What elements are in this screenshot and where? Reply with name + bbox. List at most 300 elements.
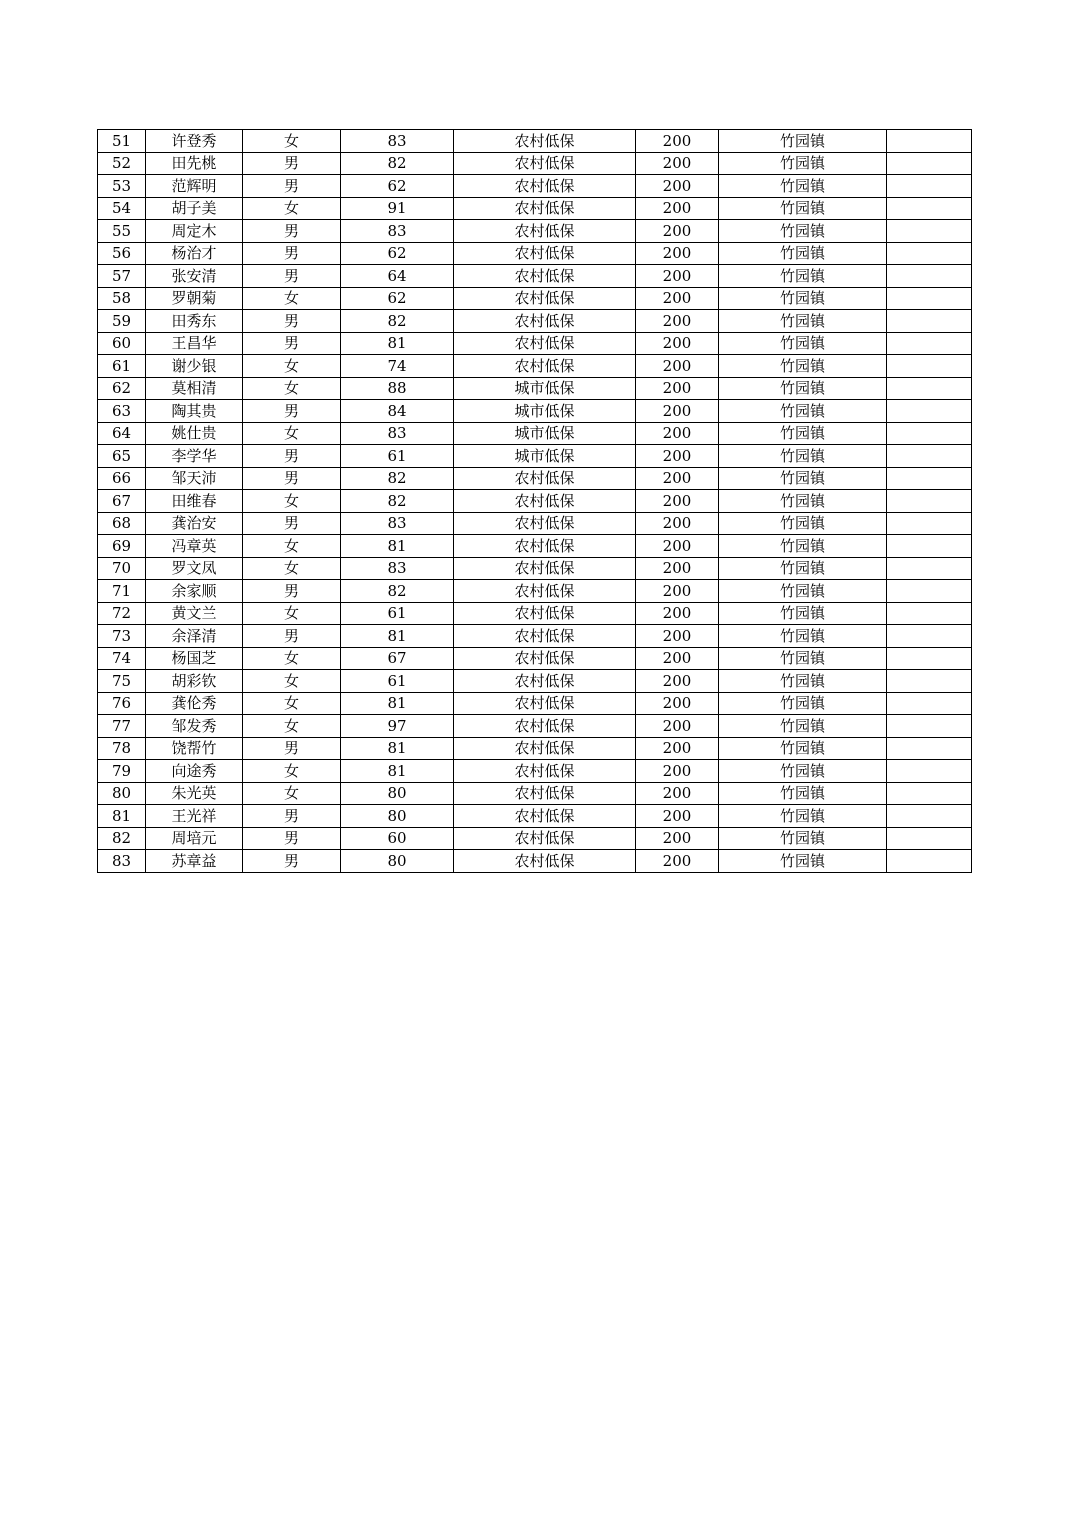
cell-amount: 200 [636, 692, 719, 715]
cell-no: 62 [98, 377, 146, 400]
cell-age: 81 [341, 535, 454, 558]
cell-town: 竹园镇 [719, 805, 887, 828]
table-row [98, 737, 972, 760]
cell-category: 农村低保 [454, 760, 636, 783]
cell-gender: 女 [243, 782, 341, 805]
cell-amount: 200 [636, 332, 719, 355]
cell-age: 82 [341, 490, 454, 513]
cell-amount: 200 [636, 737, 719, 760]
cell-town: 竹园镇 [719, 557, 887, 580]
cell-name: 田秀东 [146, 310, 243, 333]
cell-amount: 200 [636, 715, 719, 738]
cell-amount: 200 [636, 287, 719, 310]
cell-amount: 200 [636, 782, 719, 805]
cell-name: 冯章英 [146, 535, 243, 558]
cell-gender: 女 [243, 355, 341, 378]
cell-category: 农村低保 [454, 332, 636, 355]
cell-amount: 200 [636, 602, 719, 625]
cell-town: 竹园镇 [719, 310, 887, 333]
cell-name: 胡彩钦 [146, 670, 243, 693]
table-row [98, 310, 972, 333]
cell-town: 竹园镇 [719, 467, 887, 490]
cell-name: 姚仕贵 [146, 422, 243, 445]
cell-remark [887, 512, 972, 535]
cell-remark [887, 310, 972, 333]
cell-no: 77 [98, 715, 146, 738]
table-row [98, 535, 972, 558]
cell-category: 农村低保 [454, 602, 636, 625]
cell-name: 邹发秀 [146, 715, 243, 738]
cell-amount: 200 [636, 512, 719, 535]
cell-name: 陶其贵 [146, 400, 243, 423]
cell-town: 竹园镇 [719, 332, 887, 355]
cell-no: 81 [98, 805, 146, 828]
cell-gender: 女 [243, 197, 341, 220]
cell-no: 71 [98, 580, 146, 603]
cell-gender: 男 [243, 445, 341, 468]
cell-town: 竹园镇 [719, 490, 887, 513]
cell-town: 竹园镇 [719, 197, 887, 220]
cell-remark [887, 220, 972, 243]
table-row [98, 355, 972, 378]
cell-name: 余家顺 [146, 580, 243, 603]
cell-age: 62 [341, 175, 454, 198]
cell-town: 竹园镇 [719, 670, 887, 693]
cell-name: 罗朝菊 [146, 287, 243, 310]
cell-name: 王昌华 [146, 332, 243, 355]
cell-no: 59 [98, 310, 146, 333]
cell-age: 61 [341, 602, 454, 625]
cell-gender: 男 [243, 467, 341, 490]
cell-category: 农村低保 [454, 625, 636, 648]
cell-age: 83 [341, 422, 454, 445]
cell-name: 周培元 [146, 827, 243, 850]
cell-age: 80 [341, 805, 454, 828]
cell-name: 李学华 [146, 445, 243, 468]
cell-no: 75 [98, 670, 146, 693]
cell-category: 农村低保 [454, 467, 636, 490]
table-row [98, 400, 972, 423]
cell-no: 68 [98, 512, 146, 535]
cell-name: 谢少银 [146, 355, 243, 378]
cell-category: 农村低保 [454, 130, 636, 153]
cell-gender: 女 [243, 287, 341, 310]
cell-remark [887, 760, 972, 783]
cell-name: 王光祥 [146, 805, 243, 828]
cell-gender: 男 [243, 737, 341, 760]
table-row [98, 377, 972, 400]
table-row [98, 647, 972, 670]
cell-age: 84 [341, 400, 454, 423]
cell-town: 竹园镇 [719, 625, 887, 648]
cell-remark [887, 265, 972, 288]
table-row [98, 152, 972, 175]
cell-category: 农村低保 [454, 850, 636, 873]
cell-amount: 200 [636, 827, 719, 850]
cell-remark [887, 332, 972, 355]
table-row [98, 332, 972, 355]
cell-amount: 200 [636, 850, 719, 873]
cell-name: 周定木 [146, 220, 243, 243]
cell-amount: 200 [636, 130, 719, 153]
cell-remark [887, 377, 972, 400]
cell-category: 农村低保 [454, 580, 636, 603]
cell-amount: 200 [636, 242, 719, 265]
cell-remark [887, 670, 972, 693]
table-row [98, 805, 972, 828]
cell-town: 竹园镇 [719, 175, 887, 198]
cell-age: 91 [341, 197, 454, 220]
cell-remark [887, 400, 972, 423]
cell-remark [887, 580, 972, 603]
cell-town: 竹园镇 [719, 760, 887, 783]
cell-category: 城市低保 [454, 377, 636, 400]
cell-category: 农村低保 [454, 310, 636, 333]
cell-age: 83 [341, 512, 454, 535]
cell-age: 81 [341, 692, 454, 715]
table-row [98, 287, 972, 310]
cell-town: 竹园镇 [719, 850, 887, 873]
roster-sheet [97, 129, 972, 873]
cell-remark [887, 355, 972, 378]
cell-remark [887, 130, 972, 153]
cell-town: 竹园镇 [719, 242, 887, 265]
cell-amount: 200 [636, 535, 719, 558]
cell-remark [887, 287, 972, 310]
cell-gender: 女 [243, 760, 341, 783]
cell-name: 许登秀 [146, 130, 243, 153]
cell-age: 83 [341, 130, 454, 153]
cell-gender: 女 [243, 692, 341, 715]
cell-category: 农村低保 [454, 782, 636, 805]
cell-remark [887, 827, 972, 850]
cell-amount: 200 [636, 580, 719, 603]
cell-no: 65 [98, 445, 146, 468]
cell-town: 竹园镇 [719, 287, 887, 310]
cell-no: 74 [98, 647, 146, 670]
cell-name: 张安清 [146, 265, 243, 288]
cell-remark [887, 535, 972, 558]
cell-no: 78 [98, 737, 146, 760]
table-row [98, 197, 972, 220]
cell-no: 60 [98, 332, 146, 355]
cell-no: 53 [98, 175, 146, 198]
cell-town: 竹园镇 [719, 377, 887, 400]
cell-remark [887, 557, 972, 580]
cell-name: 罗文凤 [146, 557, 243, 580]
cell-gender: 男 [243, 220, 341, 243]
cell-gender: 女 [243, 490, 341, 513]
cell-category: 农村低保 [454, 175, 636, 198]
cell-no: 67 [98, 490, 146, 513]
cell-name: 杨治才 [146, 242, 243, 265]
cell-amount: 200 [636, 175, 719, 198]
cell-town: 竹园镇 [719, 512, 887, 535]
cell-category: 城市低保 [454, 400, 636, 423]
cell-age: 61 [341, 445, 454, 468]
cell-category: 农村低保 [454, 490, 636, 513]
cell-age: 88 [341, 377, 454, 400]
cell-category: 农村低保 [454, 557, 636, 580]
cell-gender: 男 [243, 625, 341, 648]
table-row [98, 220, 972, 243]
cell-gender: 男 [243, 400, 341, 423]
cell-town: 竹园镇 [719, 827, 887, 850]
table-row [98, 130, 972, 153]
cell-gender: 女 [243, 670, 341, 693]
cell-no: 83 [98, 850, 146, 873]
table-row [98, 175, 972, 198]
cell-remark [887, 242, 972, 265]
cell-amount: 200 [636, 670, 719, 693]
cell-town: 竹园镇 [719, 265, 887, 288]
cell-town: 竹园镇 [719, 445, 887, 468]
cell-age: 97 [341, 715, 454, 738]
cell-amount: 200 [636, 760, 719, 783]
table-row [98, 512, 972, 535]
cell-remark [887, 782, 972, 805]
cell-town: 竹园镇 [719, 737, 887, 760]
cell-age: 83 [341, 220, 454, 243]
cell-name: 苏章益 [146, 850, 243, 873]
cell-category: 城市低保 [454, 422, 636, 445]
table-row [98, 760, 972, 783]
cell-name: 朱光英 [146, 782, 243, 805]
cell-remark [887, 715, 972, 738]
cell-category: 农村低保 [454, 805, 636, 828]
cell-remark [887, 647, 972, 670]
cell-amount: 200 [636, 805, 719, 828]
cell-gender: 男 [243, 850, 341, 873]
cell-town: 竹园镇 [719, 152, 887, 175]
cell-town: 竹园镇 [719, 400, 887, 423]
cell-gender: 男 [243, 332, 341, 355]
cell-gender: 男 [243, 265, 341, 288]
cell-gender: 女 [243, 647, 341, 670]
cell-age: 61 [341, 670, 454, 693]
cell-name: 饶帮竹 [146, 737, 243, 760]
cell-gender: 男 [243, 827, 341, 850]
cell-gender: 男 [243, 512, 341, 535]
cell-town: 竹园镇 [719, 220, 887, 243]
cell-name: 杨国芝 [146, 647, 243, 670]
table-row [98, 782, 972, 805]
cell-amount: 200 [636, 625, 719, 648]
cell-category: 农村低保 [454, 242, 636, 265]
table-row [98, 625, 972, 648]
cell-gender: 男 [243, 175, 341, 198]
cell-no: 63 [98, 400, 146, 423]
cell-name: 田维春 [146, 490, 243, 513]
cell-amount: 200 [636, 557, 719, 580]
cell-name: 胡子美 [146, 197, 243, 220]
cell-category: 农村低保 [454, 197, 636, 220]
cell-no: 54 [98, 197, 146, 220]
cell-category: 农村低保 [454, 512, 636, 535]
roster-table [97, 129, 972, 873]
cell-no: 52 [98, 152, 146, 175]
table-row [98, 850, 972, 873]
cell-age: 82 [341, 152, 454, 175]
cell-remark [887, 850, 972, 873]
roster-table-body [98, 130, 972, 873]
cell-no: 79 [98, 760, 146, 783]
cell-remark [887, 625, 972, 648]
cell-age: 64 [341, 265, 454, 288]
cell-amount: 200 [636, 400, 719, 423]
cell-age: 81 [341, 737, 454, 760]
cell-no: 57 [98, 265, 146, 288]
cell-amount: 200 [636, 220, 719, 243]
cell-age: 81 [341, 332, 454, 355]
cell-name: 黄文兰 [146, 602, 243, 625]
cell-age: 81 [341, 760, 454, 783]
cell-town: 竹园镇 [719, 580, 887, 603]
table-row [98, 827, 972, 850]
table-row [98, 445, 972, 468]
cell-name: 龚伦秀 [146, 692, 243, 715]
cell-town: 竹园镇 [719, 355, 887, 378]
cell-town: 竹园镇 [719, 647, 887, 670]
cell-amount: 200 [636, 647, 719, 670]
cell-category: 城市低保 [454, 445, 636, 468]
table-row [98, 670, 972, 693]
cell-gender: 男 [243, 805, 341, 828]
cell-name: 余泽清 [146, 625, 243, 648]
cell-category: 农村低保 [454, 152, 636, 175]
cell-no: 55 [98, 220, 146, 243]
cell-gender: 女 [243, 715, 341, 738]
cell-amount: 200 [636, 467, 719, 490]
cell-category: 农村低保 [454, 287, 636, 310]
cell-no: 70 [98, 557, 146, 580]
cell-category: 农村低保 [454, 737, 636, 760]
cell-category: 农村低保 [454, 265, 636, 288]
cell-name: 邹天沛 [146, 467, 243, 490]
cell-remark [887, 805, 972, 828]
cell-no: 72 [98, 602, 146, 625]
cell-amount: 200 [636, 265, 719, 288]
cell-town: 竹园镇 [719, 715, 887, 738]
cell-remark [887, 692, 972, 715]
cell-amount: 200 [636, 445, 719, 468]
cell-age: 74 [341, 355, 454, 378]
cell-age: 83 [341, 557, 454, 580]
table-row [98, 580, 972, 603]
cell-town: 竹园镇 [719, 602, 887, 625]
cell-amount: 200 [636, 152, 719, 175]
cell-no: 61 [98, 355, 146, 378]
cell-remark [887, 467, 972, 490]
cell-remark [887, 197, 972, 220]
cell-no: 51 [98, 130, 146, 153]
cell-no: 64 [98, 422, 146, 445]
cell-remark [887, 422, 972, 445]
cell-age: 82 [341, 310, 454, 333]
cell-remark [887, 152, 972, 175]
cell-age: 80 [341, 850, 454, 873]
cell-category: 农村低保 [454, 715, 636, 738]
cell-age: 67 [341, 647, 454, 670]
cell-gender: 女 [243, 535, 341, 558]
cell-name: 龚治安 [146, 512, 243, 535]
cell-no: 58 [98, 287, 146, 310]
table-row [98, 467, 972, 490]
cell-gender: 女 [243, 557, 341, 580]
cell-town: 竹园镇 [719, 130, 887, 153]
cell-age: 62 [341, 287, 454, 310]
cell-gender: 女 [243, 130, 341, 153]
table-row [98, 490, 972, 513]
cell-remark [887, 445, 972, 468]
cell-no: 69 [98, 535, 146, 558]
cell-amount: 200 [636, 355, 719, 378]
cell-age: 60 [341, 827, 454, 850]
cell-category: 农村低保 [454, 670, 636, 693]
cell-amount: 200 [636, 310, 719, 333]
cell-age: 62 [341, 242, 454, 265]
cell-gender: 女 [243, 377, 341, 400]
cell-age: 80 [341, 782, 454, 805]
table-row [98, 422, 972, 445]
cell-remark [887, 490, 972, 513]
cell-category: 农村低保 [454, 355, 636, 378]
cell-name: 田先桃 [146, 152, 243, 175]
cell-category: 农村低保 [454, 220, 636, 243]
cell-amount: 200 [636, 197, 719, 220]
cell-amount: 200 [636, 377, 719, 400]
cell-age: 81 [341, 625, 454, 648]
cell-no: 56 [98, 242, 146, 265]
cell-amount: 200 [636, 422, 719, 445]
cell-gender: 女 [243, 602, 341, 625]
table-row [98, 715, 972, 738]
cell-amount: 200 [636, 490, 719, 513]
cell-age: 82 [341, 467, 454, 490]
cell-no: 80 [98, 782, 146, 805]
cell-town: 竹园镇 [719, 782, 887, 805]
table-row [98, 265, 972, 288]
cell-gender: 男 [243, 580, 341, 603]
table-row [98, 242, 972, 265]
cell-remark [887, 602, 972, 625]
cell-no: 82 [98, 827, 146, 850]
table-row [98, 692, 972, 715]
table-row [98, 557, 972, 580]
cell-no: 76 [98, 692, 146, 715]
cell-town: 竹园镇 [719, 692, 887, 715]
cell-category: 农村低保 [454, 827, 636, 850]
cell-name: 莫相清 [146, 377, 243, 400]
cell-no: 66 [98, 467, 146, 490]
cell-category: 农村低保 [454, 692, 636, 715]
cell-name: 向途秀 [146, 760, 243, 783]
cell-category: 农村低保 [454, 535, 636, 558]
cell-town: 竹园镇 [719, 422, 887, 445]
table-row [98, 602, 972, 625]
cell-town: 竹园镇 [719, 535, 887, 558]
cell-no: 73 [98, 625, 146, 648]
cell-remark [887, 737, 972, 760]
cell-gender: 男 [243, 242, 341, 265]
cell-category: 农村低保 [454, 647, 636, 670]
cell-age: 82 [341, 580, 454, 603]
cell-gender: 男 [243, 152, 341, 175]
cell-gender: 男 [243, 310, 341, 333]
cell-gender: 女 [243, 422, 341, 445]
cell-name: 范辉明 [146, 175, 243, 198]
cell-remark [887, 175, 972, 198]
